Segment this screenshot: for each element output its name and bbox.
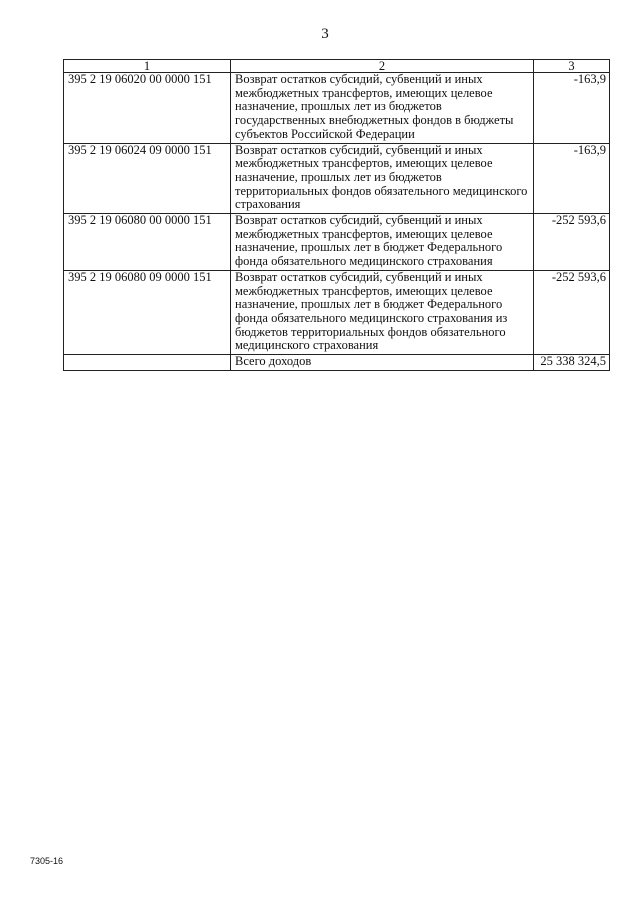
description-cell: Возврат остатков субсидий, субвенций и иных межбюджетных трансфертов, имеющих целевое назначение, прошлых лет из бюджетов территориальных фондов обязательного медицинского страхования [231, 143, 534, 214]
budget-code-cell: 395 2 19 06020 00 0000 151 [64, 73, 231, 144]
table-row [64, 73, 610, 144]
column-header-amount: 3 [534, 60, 610, 73]
total-amount-cell: 25 338 324,5 [534, 355, 610, 371]
description-cell: Возврат остатков субсидий, субвенций и иных межбюджетных трансфертов, имеющих целевое назначение, прошлых лет в бюджет Федерального фонда обязательного медицинского страхования из бюджетов территориальных фондов обязательного медицинского страхования [231, 270, 534, 354]
amount-cell: -252 593,6 [534, 214, 610, 271]
budget-code-cell: 395 2 19 06024 09 0000 151 [64, 143, 231, 214]
page-number: 3 [321, 26, 329, 42]
table-row [64, 270, 610, 354]
table-header-row [64, 60, 610, 73]
amount-cell: -163,9 [534, 73, 610, 144]
revenue-table [63, 59, 610, 371]
table-row [64, 143, 610, 214]
amount-cell: -163,9 [534, 143, 610, 214]
budget-code-cell: 395 2 19 06080 00 0000 151 [64, 214, 231, 271]
total-code-cell [64, 355, 231, 371]
total-row [64, 355, 610, 371]
description-cell: Возврат остатков субсидий, субвенций и иных межбюджетных трансфертов, имеющих целевое назначение, прошлых лет из бюджетов государственных внебюджетных фондов в бюджеты субъектов Российской Федерации [231, 73, 534, 144]
amount-cell: -252 593,6 [534, 270, 610, 354]
column-header-code: 1 [64, 60, 231, 73]
description-cell: Возврат остатков субсидий, субвенций и иных межбюджетных трансфертов, имеющих целевое назначение, прошлых лет в бюджет Федерального фонда обязательного медицинского страхования [231, 214, 534, 271]
column-header-description: 2 [231, 60, 534, 73]
table-row [64, 214, 610, 271]
document-footer-code: 7305-16 [30, 856, 64, 866]
budget-code-cell: 395 2 19 06080 09 0000 151 [64, 270, 231, 354]
total-label-cell: Всего доходов [231, 355, 534, 371]
